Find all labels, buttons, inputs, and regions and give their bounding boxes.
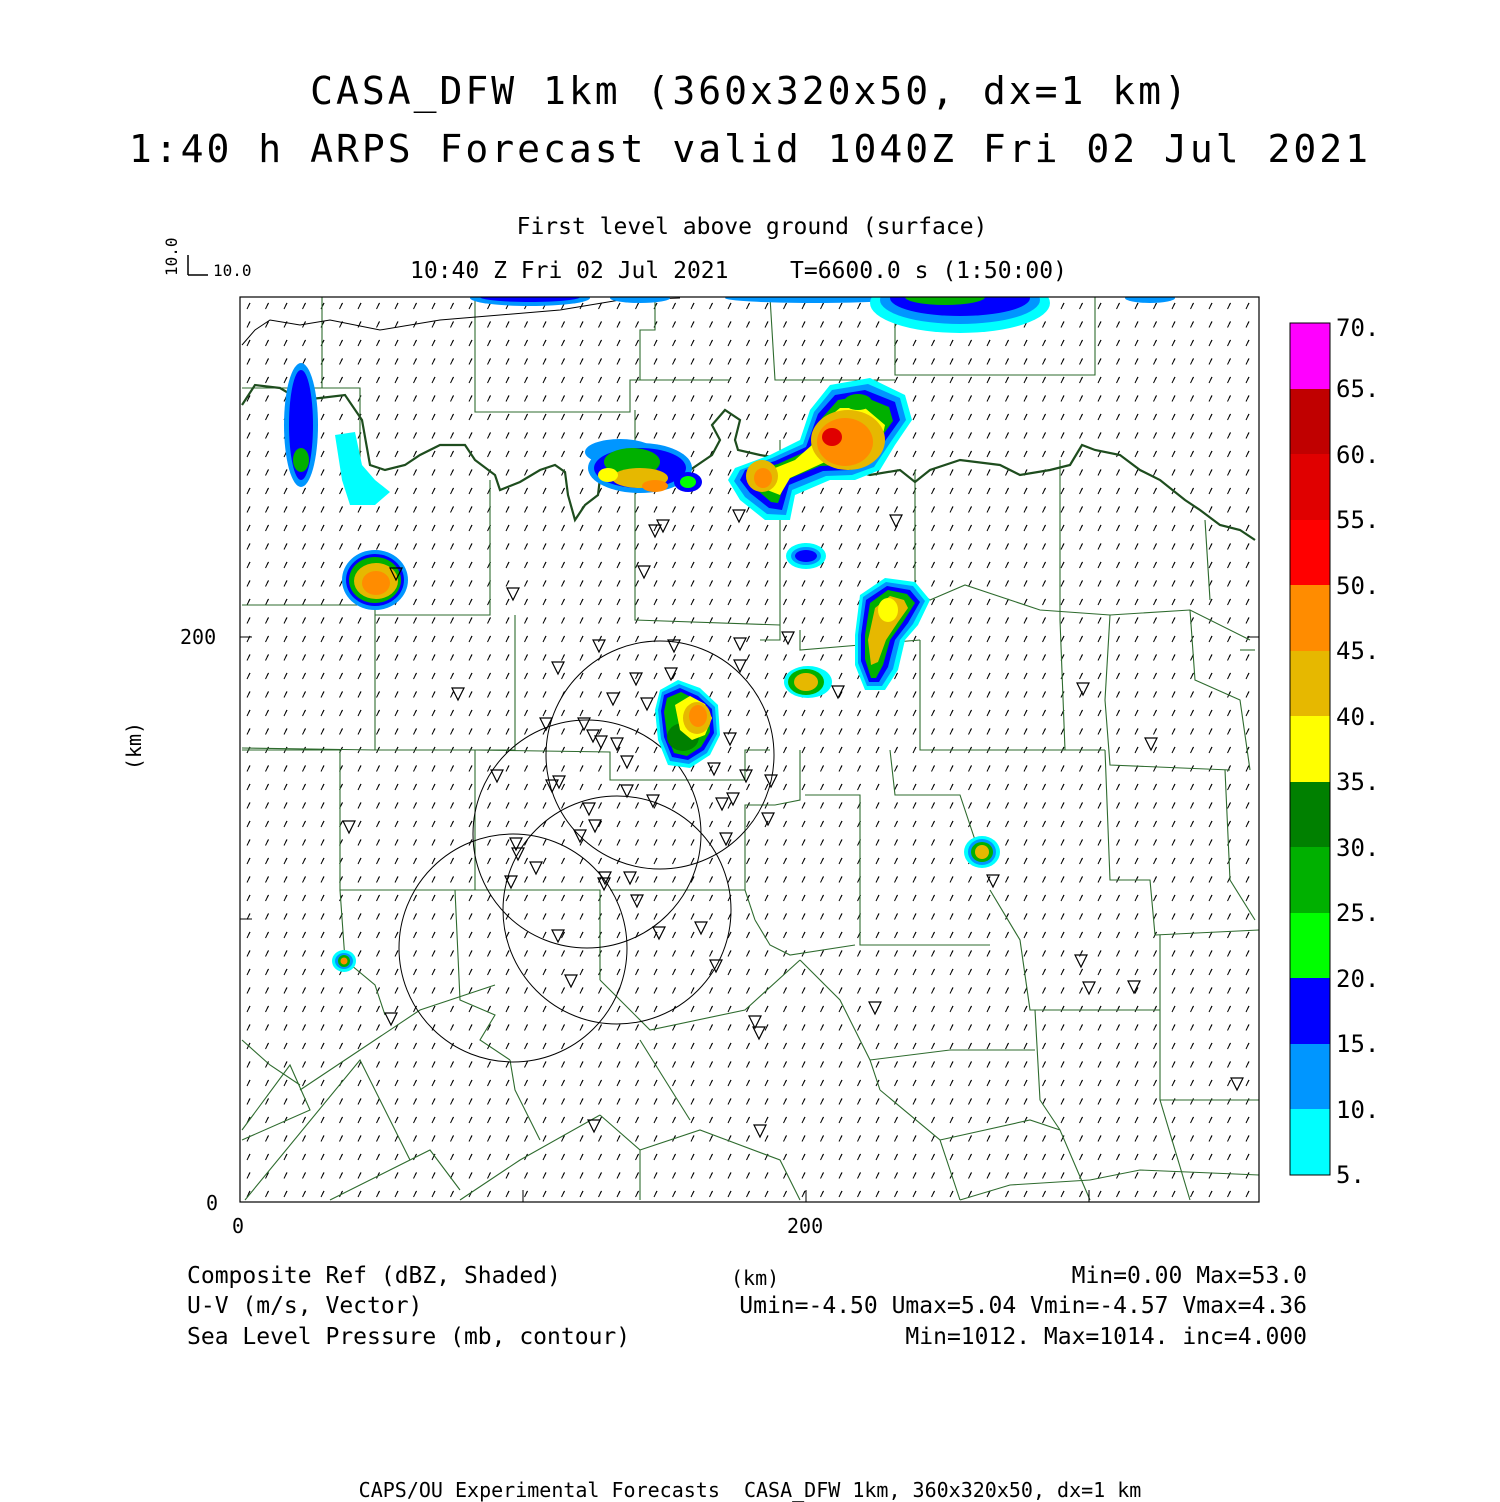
colorbar-label: 70. xyxy=(1336,314,1380,342)
y-tick-200: 200 xyxy=(180,625,217,649)
level-subtitle: First level above ground (surface) xyxy=(516,214,988,240)
x-tick-200: 200 xyxy=(787,1214,824,1238)
colorbar-label: 25. xyxy=(1336,899,1380,927)
colorbar-label: 50. xyxy=(1336,572,1380,600)
credit-line: CAPS/OU Experimental Forecasts CASA_DFW 1km, 360x320x50, dx=1 km xyxy=(358,1478,1142,1502)
step-subtitle: T=6600.0 s (1:50:00) xyxy=(790,258,1067,284)
time-subtitle: 10:40 Z Fri 02 Jul 2021 xyxy=(410,258,729,284)
y-tick-0: 0 xyxy=(206,1191,219,1215)
colorbar-label: 55. xyxy=(1336,506,1380,534)
plot-title-line1: CASA_DFW 1km (360x320x50, dx=1 km) xyxy=(310,69,1190,113)
colorbar-label: 35. xyxy=(1336,768,1380,796)
colorbar-label: 15. xyxy=(1336,1030,1380,1058)
plot-title-line2: 1:40 h ARPS Forecast valid 1040Z Fri 02 Jul 2021 xyxy=(128,127,1372,171)
y-axis-label: (km) xyxy=(122,721,146,771)
colorbar-label: 65. xyxy=(1336,375,1380,403)
footer-var2: U-V (m/s, Vector) xyxy=(187,1293,423,1319)
footer-var2-stats: Umin=-4.50 Umax=5.04 Vmin=-4.57 Vmax=4.36 xyxy=(739,1293,1307,1319)
x-tick-0: 0 xyxy=(232,1214,245,1238)
colorbar xyxy=(1290,323,1330,1175)
x-axis-label: (km) xyxy=(731,1266,780,1290)
colorbar-label: 40. xyxy=(1336,703,1380,731)
colorbar-label: 10. xyxy=(1336,1096,1380,1124)
vector-key-horizontal-label: 10.0 xyxy=(213,261,252,280)
footer-var1: Composite Ref (dBZ, Shaded) xyxy=(187,1263,561,1289)
footer-var1-stats: Min=0.00 Max=53.0 xyxy=(1071,1263,1307,1289)
footer-var3-stats: Min=1012. Max=1014. inc=4.000 xyxy=(905,1324,1307,1350)
colorbar-label: 60. xyxy=(1336,441,1380,469)
colorbar-label: 5. xyxy=(1336,1161,1365,1189)
colorbar-label: 45. xyxy=(1336,637,1380,665)
vector-key-vertical-label: 10.0 xyxy=(162,237,181,276)
colorbar-label: 20. xyxy=(1336,965,1380,993)
footer-var3: Sea Level Pressure (mb, contour) xyxy=(187,1324,631,1350)
colorbar-label: 30. xyxy=(1336,834,1380,862)
vector-key xyxy=(162,237,252,280)
